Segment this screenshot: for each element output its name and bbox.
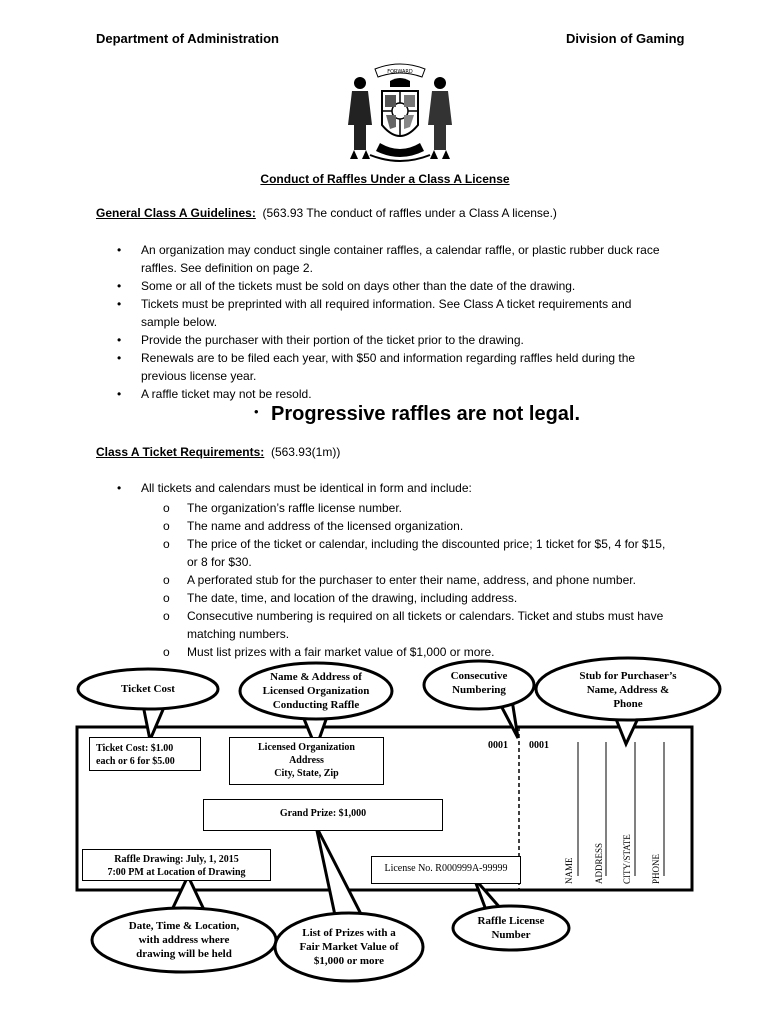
- name-address-callout-text: Name & Address of Licensed Organization Conducting Raffle: [262, 671, 370, 711]
- prizes-callout-text: List of Prizes with a Fair Market Value of $1,000 or more: [299, 927, 399, 967]
- list-item: • Tickets must be preprinted with all required information. See Class A ticket requirements and sample below.: [117, 297, 632, 329]
- license-number-box: License No. R000999A-99999: [371, 856, 521, 884]
- grand-prize-box: Grand Prize: $1,000: [203, 799, 443, 831]
- stub-city-state-label: CITY/STATE: [622, 834, 632, 884]
- progressive-raffles-warning: Progressive raffles are not legal.: [271, 403, 581, 425]
- list-item: • Some or all of the tickets must be sold on days other than the date of the drawing.: [117, 279, 576, 293]
- ticket-number: 0001: [488, 740, 508, 751]
- list-item: o The organization’s raffle license number.: [163, 501, 403, 515]
- list-item: o Must list prizes with a fair market value of $1,000 or more.: [163, 645, 495, 659]
- list-item: o The price of the ticket or calendar, including the discounted price; 1 ticket for $5, 4 for $15, or 8 for $30.: [163, 537, 666, 569]
- page-title: Conduct of Raffles Under a Class A License: [260, 172, 510, 186]
- ticket-cost-box: Ticket Cost: $1.00 each or 6 for $5.00: [89, 737, 201, 771]
- ticket-requirements-ref: (563.93(1m)): [270, 445, 341, 459]
- date-time-callout-text: Date, Time & Location, with address where drawing will be held: [128, 920, 240, 960]
- stub-callout-text: Stub for Purchaser’s Name, Address & Phone: [579, 670, 677, 710]
- list-item: • Provide the purchaser with their portion of the ticket prior to the drawing.: [117, 333, 524, 347]
- list-item: o A perforated stub for the purchaser to enter their name, address, and phone number.: [163, 573, 636, 587]
- list-item: • Renewals are to be filed each year, with $50 and information regarding raffles held during the previous license year.: [117, 351, 636, 383]
- stub-phone-label: PHONE: [651, 853, 661, 884]
- emphasis-bullet: •: [254, 404, 259, 419]
- requirements-intro: All tickets and calendars must be identical in form and include:: [141, 481, 472, 495]
- list-item: o The date, time, and location of the drawing, including address.: [163, 591, 518, 605]
- requirements-bullet: •: [117, 481, 122, 495]
- general-guidelines-label: General Class A Guidelines:: [96, 206, 256, 220]
- list-item: o Consecutive numbering is required on all tickets or calendars. Ticket and stubs must have matching numbers.: [163, 609, 664, 641]
- list-item: • An organization may conduct single container raffles, a calendar raffle, or plastic rubber duck race raffles. See definition on page 2.: [117, 243, 660, 275]
- seal-motto: FORWARD: [387, 69, 413, 75]
- drawing-info-box: Raffle Drawing: July, 1, 2015 7:00 PM at Location of Drawing: [82, 849, 271, 881]
- stub-address-label: ADDRESS: [594, 842, 604, 884]
- list-item: • A raffle ticket may not be resold.: [117, 387, 312, 401]
- stub-number: 0001: [529, 740, 549, 751]
- organization-box: Licensed Organization Address City, State, Zip: [229, 737, 384, 785]
- stub-name-label: NAME: [564, 857, 574, 884]
- general-guidelines-ref: (563.93 The conduct of raffles under a Class A license.): [262, 206, 557, 220]
- division-header: Division of Gaming: [566, 31, 685, 46]
- ticket-cost-callout-text: Ticket Cost: [121, 683, 175, 695]
- consecutive-callout-text: Consecutive Numbering: [450, 670, 508, 696]
- department-header: Department of Administration: [96, 31, 279, 46]
- ticket-requirements-label: Class A Ticket Requirements:: [96, 445, 265, 459]
- license-callout-text: Raffle License Number: [477, 915, 545, 941]
- list-item: o The name and address of the licensed organization.: [163, 519, 464, 533]
